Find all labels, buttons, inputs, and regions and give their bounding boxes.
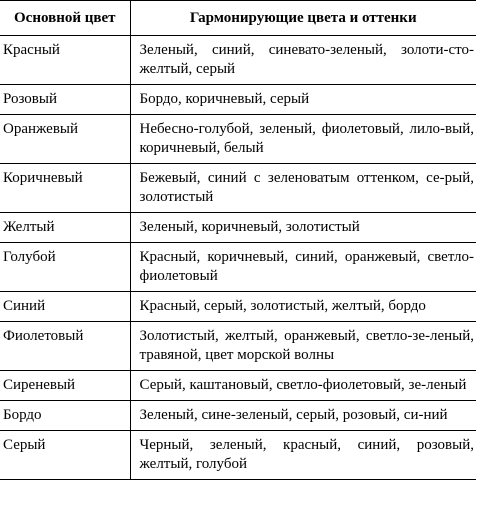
- table-row: [0, 164, 476, 213]
- harmony-cell: Красный, коричневый, синий, оранжевый, светло-фиолетовый: [130, 243, 476, 292]
- harmony-cell: Золотистый, желтый, оранжевый, светло-зе-леный, травяной, цвет морской волны: [130, 322, 476, 371]
- main-color-cell: Фиолетовый: [0, 322, 130, 371]
- harmony-cell: Зеленый, коричневый, золотистый: [130, 213, 476, 243]
- main-color-cell: Голубой: [0, 243, 130, 292]
- main-color-cell: Коричневый: [0, 164, 130, 213]
- table-row: [0, 322, 476, 371]
- table-row: [0, 371, 476, 401]
- table-header-row: [0, 1, 476, 36]
- harmony-cell: Красный, серый, золотистый, желтый, бордо: [130, 292, 476, 322]
- table-row: [0, 213, 476, 243]
- harmony-cell: Небесно-голубой, зеленый, фиолетовый, лило-вый, коричневый, белый: [130, 115, 476, 164]
- main-color-cell: Бордо: [0, 401, 130, 431]
- harmony-cell: Зеленый, сине-зеленый, серый, розовый, си-ний: [130, 401, 476, 431]
- header-main-color: Основной цвет: [0, 1, 130, 36]
- main-color-cell: Оранжевый: [0, 115, 130, 164]
- main-color-cell: Синий: [0, 292, 130, 322]
- main-color-cell: Серый: [0, 431, 130, 480]
- table-row: [0, 431, 476, 480]
- header-harmony-colors: Гармонирующие цвета и оттенки: [130, 1, 476, 36]
- main-color-cell: Сиреневый: [0, 371, 130, 401]
- table-row: [0, 115, 476, 164]
- table-row: [0, 401, 476, 431]
- table-row: [0, 243, 476, 292]
- table-row: [0, 292, 476, 322]
- harmony-cell: Серый, каштановый, светло-фиолетовый, зе-леный: [130, 371, 476, 401]
- table-row: [0, 36, 476, 85]
- main-color-cell: Красный: [0, 36, 130, 85]
- table-row: [0, 85, 476, 115]
- harmony-cell: Бордо, коричневый, серый: [130, 85, 476, 115]
- harmony-cell: Зеленый, синий, синевато-зеленый, золоти-сто-желтый, серый: [130, 36, 476, 85]
- harmony-cell: Черный, зеленый, красный, синий, розовый, желтый, голубой: [130, 431, 476, 480]
- harmony-cell: Бежевый, синий с зеленоватым оттенком, се-рый, золотистый: [130, 164, 476, 213]
- main-color-cell: Розовый: [0, 85, 130, 115]
- main-color-cell: Желтый: [0, 213, 130, 243]
